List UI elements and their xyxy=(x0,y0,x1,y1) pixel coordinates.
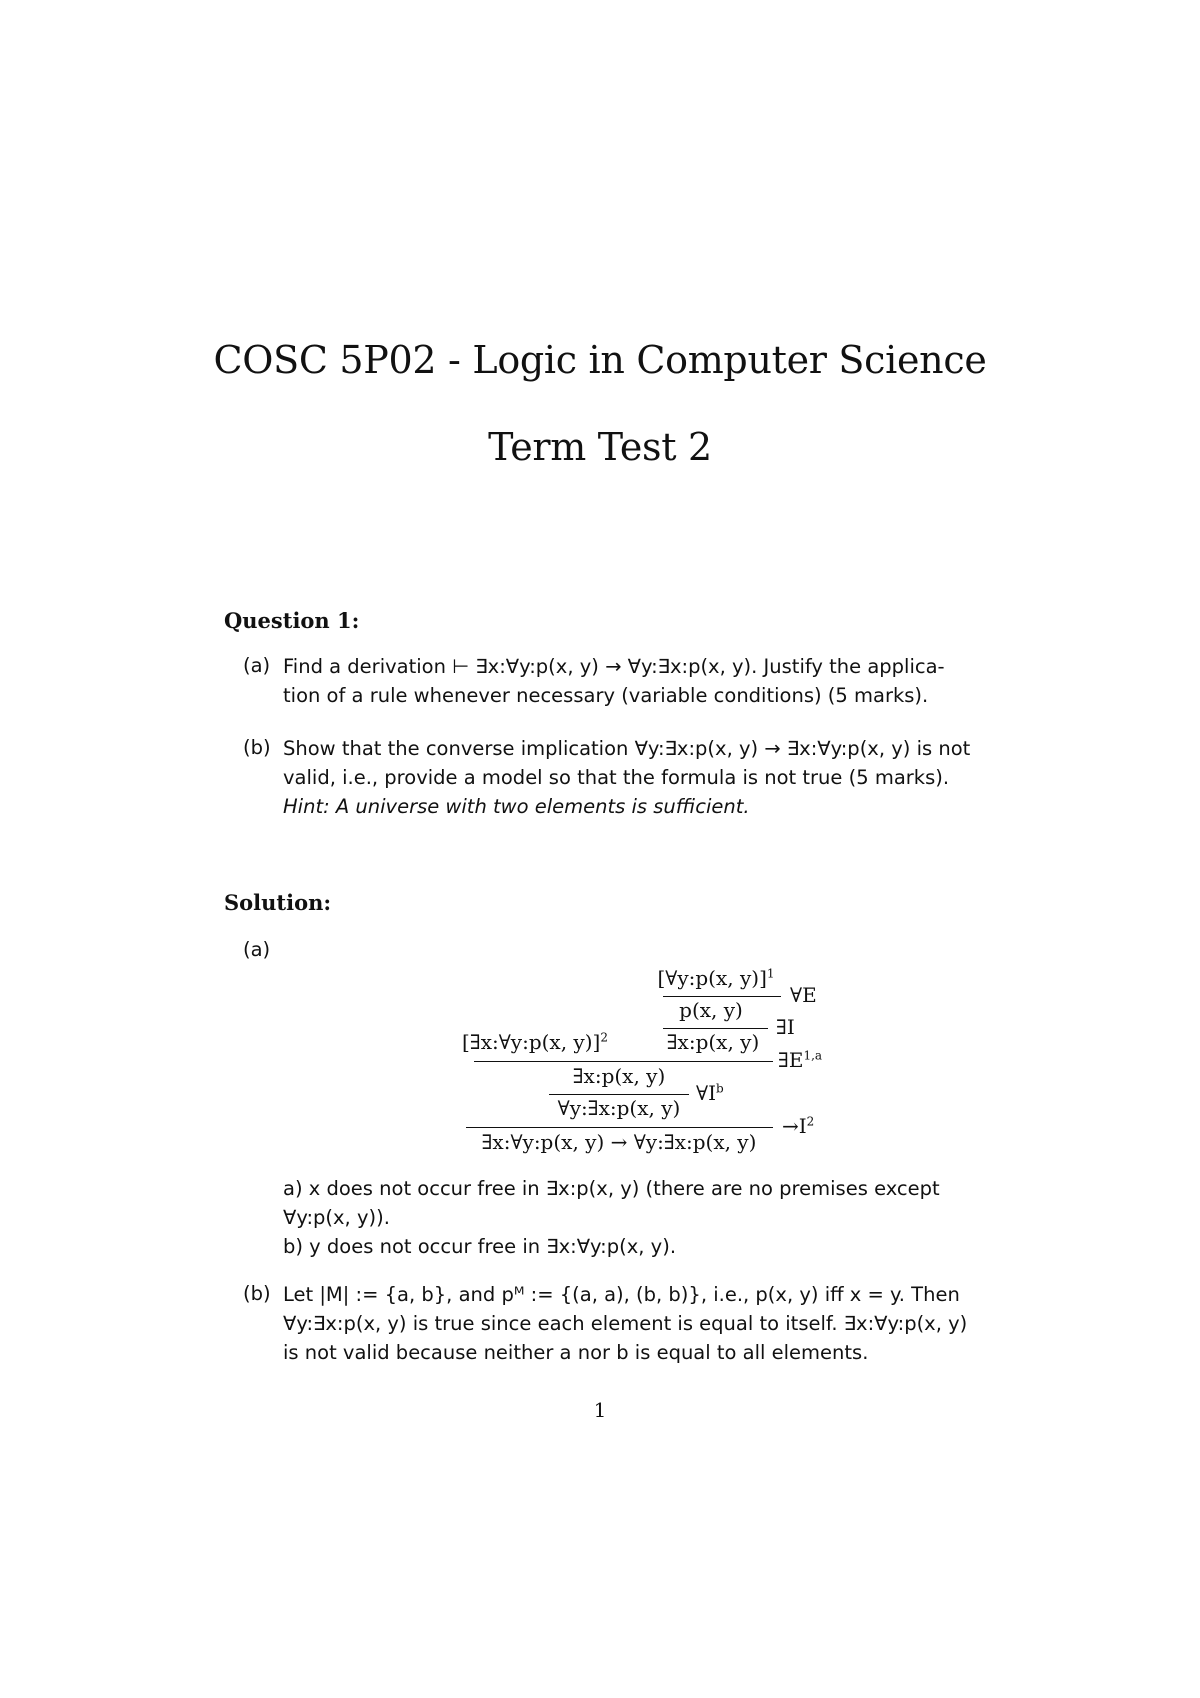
page-subtitle: Term Test 2 xyxy=(488,425,712,469)
tree-inference-line xyxy=(663,1028,768,1029)
solution-note-line: b) y does not occur free in ∃x:∀y:p(x, y). xyxy=(283,1235,677,1258)
tree-formula-exists-x: ∃x:p(x, y) xyxy=(666,1030,760,1054)
tree-formula-assumption-1: [∀y:p(x, y)]$^1$ xyxy=(657,966,775,990)
solution-b-line: Let |M| := {a, b}, and pᴹ := {(a, a), (b, b)}, i.e., p(x, y) iff x = y. Then xyxy=(283,1283,960,1306)
solution-heading: Solution: xyxy=(224,890,332,915)
question-a-text xyxy=(283,652,1013,710)
tree-inference-line xyxy=(474,1061,773,1062)
tree-formula-conclusion: ∃x:∀y:p(x, y) → ∀y:∃x:p(x, y) xyxy=(481,1130,757,1154)
tree-formula-exists-x-result: ∃x:p(x, y) xyxy=(572,1064,666,1088)
solution-b-text xyxy=(283,1280,1013,1367)
tree-inference-line xyxy=(466,1127,773,1128)
question-b-label: (b) xyxy=(243,736,271,759)
question-heading: Question 1: xyxy=(224,608,360,633)
question-b-text xyxy=(283,734,1013,821)
solution-notes xyxy=(283,1174,1013,1261)
tree-inference-line xyxy=(663,996,781,997)
solution-note-line: ∀y:p(x, y)). xyxy=(283,1206,390,1229)
solution-b-line: ∀y:∃x:p(x, y) is true since each element is equal to itself. ∃x:∀y:p(x, y) xyxy=(283,1312,968,1335)
tree-rule-exists-intro: ∃I xyxy=(776,1015,795,1039)
question-b-line: Show that the converse implication ∀y:∃x:p(x, y) → ∃x:∀y:p(x, y) is not xyxy=(283,737,971,760)
question-a-line: tion of a rule whenever necessary (variable conditions) (5 marks). xyxy=(283,684,929,707)
tree-formula-pxy: p(x, y) xyxy=(679,998,743,1022)
question-a-line: Find a derivation ⊢ ∃x:∀y:p(x, y) → ∀y:∃x:p(x, y). Justify the applica- xyxy=(283,655,945,678)
tree-rule-implies-intro: $\to I^2$ xyxy=(782,1114,815,1138)
question-b-hint: Hint: A universe with two elements is sufficient. xyxy=(283,795,750,818)
tree-rule-exists-elim: $\exists E^{1,a}$ xyxy=(778,1048,823,1072)
page-number: 1 xyxy=(593,1398,607,1422)
tree-formula-assumption-2: [∃x:∀y:p(x, y)]$^2$ xyxy=(462,1030,608,1054)
tree-formula-forall-exists: ∀y:∃x:p(x, y) xyxy=(557,1096,681,1120)
question-b-line: valid, i.e., provide a model so that the formula is not true (5 marks). xyxy=(283,766,950,789)
tree-rule-forall-elim: ∀E xyxy=(790,983,817,1007)
solution-a-label: (a) xyxy=(243,938,271,961)
question-a-label: (a) xyxy=(243,654,271,677)
tree-inference-line xyxy=(549,1094,689,1095)
solution-b-line: is not valid because neither a nor b is equal to all elements. xyxy=(283,1341,869,1364)
solution-note-line: a) x does not occur free in ∃x:p(x, y) (there are no premises except xyxy=(283,1177,940,1200)
page-title: COSC 5P02 - Logic in Computer Science xyxy=(213,338,987,382)
solution-b-label: (b) xyxy=(243,1282,271,1305)
tree-rule-forall-intro: $\forall I^b$ xyxy=(696,1081,724,1105)
